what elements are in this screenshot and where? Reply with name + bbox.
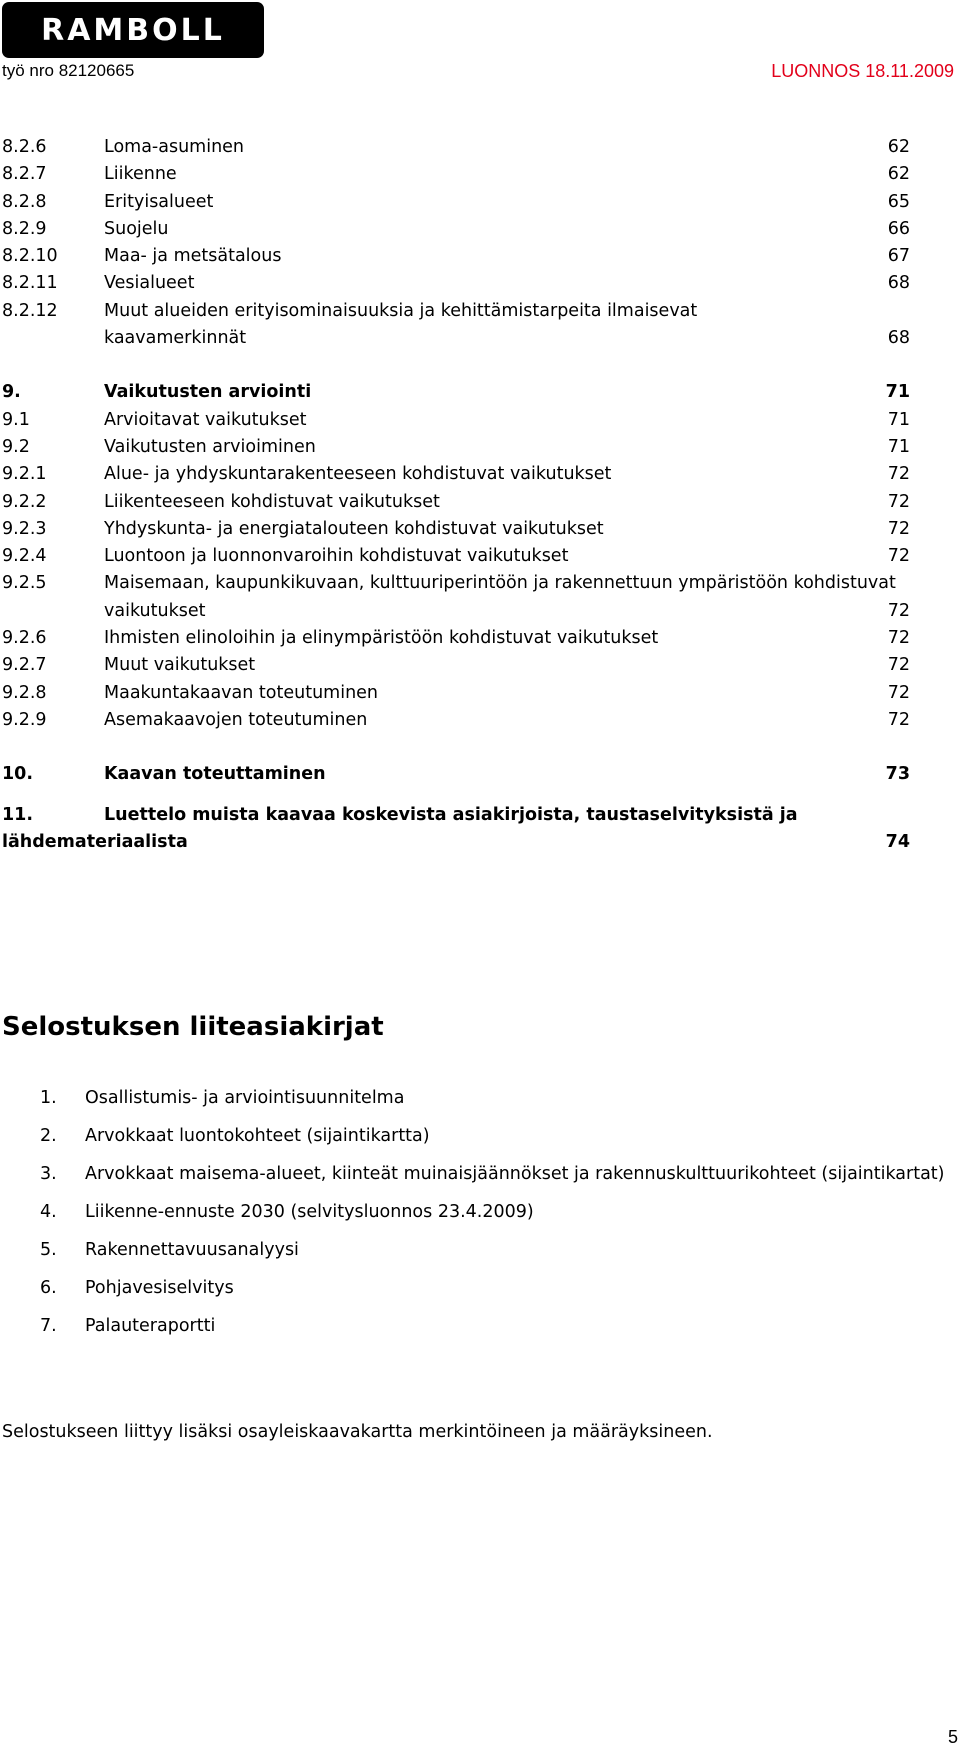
toc-title: Erityisalueet [104,191,214,212]
toc-entry[interactable] [2,680,910,707]
toc-number: 8.2.10 [2,246,58,267]
toc-number: 9.2.9 [2,709,47,730]
toc-entry[interactable] [2,461,910,488]
toc-page: 66 [887,218,910,239]
toc-title: Ihmisten elinoloihin ja elinympäristöön kohdistuvat vaikutukset [104,628,659,649]
toc-number: 11. [2,804,34,825]
toc-title: Vaikutusten arvioiminen [104,436,316,457]
work-number: työ nro 82120665 [2,61,135,80]
list-item-number: 2. [40,1126,57,1146]
toc-entry[interactable] [2,652,910,679]
toc-page: 72 [887,709,910,730]
ramboll-logo [2,2,264,58]
list-item [40,1161,960,1188]
toc-page: 72 [887,628,910,649]
toc-title: Maisemaan, kaupunkikuvaan, kulttuuriperintöön ja rakennettuun ympäristöön kohdistuvat vaikutukset [104,573,896,621]
toc-title: Luettelo muista kaavaa koskevista asiakirjoista, taustaselvityksistä ja lähdemateriaalista [2,804,798,852]
toc-page: 72 [887,518,910,539]
toc-entry[interactable] [2,543,910,570]
toc-number: 9. [2,382,21,403]
toc-chapter[interactable] [2,761,910,788]
toc-number: 8.2.6 [2,137,47,157]
toc-number: 8.2.8 [2,191,47,212]
toc-number: 8.2.9 [2,218,47,239]
toc-page: 72 [887,682,910,703]
list-item-number: 5. [40,1240,57,1260]
list-item [40,1123,960,1150]
toc-title: Loma-asuminen [104,137,245,157]
toc-number: 9.2.7 [2,655,47,676]
table-of-contents [2,134,910,856]
toc-number: 10. [2,764,34,785]
toc-entry[interactable] [2,570,910,625]
list-item-title: Arvokkaat maisema-alueet, kiinteät muinaisjäännökset ja rakennuskulttuurikohteet (sijaintikartat) [85,1164,945,1184]
toc-entry[interactable] [2,270,910,297]
toc-page: 65 [887,191,910,212]
toc-page: 67 [887,246,910,267]
toc-entry[interactable] [2,216,910,243]
toc-number: 9.2.8 [2,682,47,703]
toc-number: 9.2.1 [2,464,47,485]
list-item-number: 4. [40,1202,57,1222]
toc-entry[interactable] [2,489,910,516]
toc-number: 9.2 [2,436,30,457]
logo-text: RAMBOLL [41,12,225,48]
toc-page: 62 [887,137,910,157]
toc-number: 9.2.4 [2,546,47,567]
toc-entry[interactable] [2,707,910,734]
toc-page: 62 [887,164,910,185]
toc-number: 9.2.2 [2,491,47,512]
toc-title: Muut alueiden erityisominaisuuksia ja kehittämistarpeita ilmaisevat kaavamerkinnät [104,300,698,349]
list-item-title: Liikenne-ennuste 2030 (selvitysluonnos 23.4.2009) [85,1202,534,1222]
toc-title: Kaavan toteuttaminen [104,764,326,785]
toc-title: Liikenteeseen kohdistuvat vaikutukset [104,491,440,512]
toc-title: Luontoon ja luonnonvaroihin kohdistuvat vaikutukset [104,546,569,567]
toc-number: 9.2.5 [2,573,47,594]
draft-label: LUONNOS 18.11.2009 [771,61,954,81]
toc-entry[interactable] [2,434,910,461]
toc-number: 9.2.3 [2,518,47,539]
list-item-title: Arvokkaat luontokohteet (sijaintikartta) [85,1126,430,1146]
toc-entry[interactable] [2,407,910,434]
list-item [40,1199,960,1226]
list-item-number: 6. [40,1278,57,1298]
list-item-title: Pohjavesiselvitys [85,1278,234,1298]
toc-title: Asemakaavojen toteutuminen [104,709,368,730]
toc-number: 8.2.12 [2,300,58,321]
toc-title: Arvioitavat vaikutukset [104,409,307,430]
toc-entry[interactable] [2,243,910,270]
toc-page: 68 [887,328,910,349]
list-item [40,1085,960,1112]
toc-entry[interactable] [2,516,910,543]
toc-title: Muut vaikutukset [104,655,256,676]
toc-entry[interactable] [2,189,910,216]
list-item-number: 1. [40,1088,57,1108]
toc-page: 73 [885,764,910,785]
toc-title: Yhdyskunta- ja energiatalouteen kohdistuvat vaikutukset [104,518,604,539]
toc-chapter[interactable] [2,379,910,406]
list-item [40,1313,960,1340]
toc-title: Vaikutusten arviointi [104,382,312,403]
toc-page: 71 [887,409,910,430]
list-item [40,1237,960,1264]
toc-page: 68 [887,273,910,294]
toc-chapter[interactable] [2,802,910,857]
footer-note: Selostukseen liittyy lisäksi osayleiskaavakartta merkintöineen ja määräyksineen. [2,1422,713,1442]
toc-title: Suojelu [104,218,169,239]
toc-number: 8.2.7 [2,164,47,185]
list-item-title: Osallistumis- ja arviointisuunnitelma [85,1088,405,1108]
toc-page: 71 [887,436,910,457]
toc-entry[interactable] [2,298,910,353]
toc-title: Maa- ja metsätalous [104,246,282,267]
toc-title: Alue- ja yhdyskuntarakenteeseen kohdistuvat vaikutukset [104,464,612,485]
toc-page: 72 [887,464,910,485]
attachments-heading: Selostuksen liiteasiakirjat [2,1012,384,1042]
toc-page: 72 [887,600,910,621]
list-item [40,1275,960,1302]
toc-entry[interactable] [2,134,910,161]
list-item-number: 3. [40,1164,57,1184]
toc-page: 71 [885,382,910,403]
toc-page: 72 [887,491,910,512]
toc-number: 8.2.11 [2,273,58,294]
list-item-title: Palauteraportti [85,1316,216,1336]
toc-entry[interactable] [2,161,910,188]
toc-number: 9.1 [2,409,30,430]
toc-title: Vesialueet [104,273,195,294]
toc-page: 74 [885,831,910,852]
toc-page: 72 [887,546,910,567]
list-item-number: 7. [40,1316,57,1336]
toc-title: Maakuntakaavan toteutuminen [104,682,379,703]
toc-page: 72 [887,655,910,676]
toc-number: 9.2.6 [2,628,47,649]
list-item-title: Rakennettavuusanalyysi [85,1240,299,1260]
page-number: 5 [947,1727,958,1747]
toc-title: Liikenne [104,164,177,185]
toc-entry[interactable] [2,625,910,652]
attachments-list [40,1085,960,1351]
